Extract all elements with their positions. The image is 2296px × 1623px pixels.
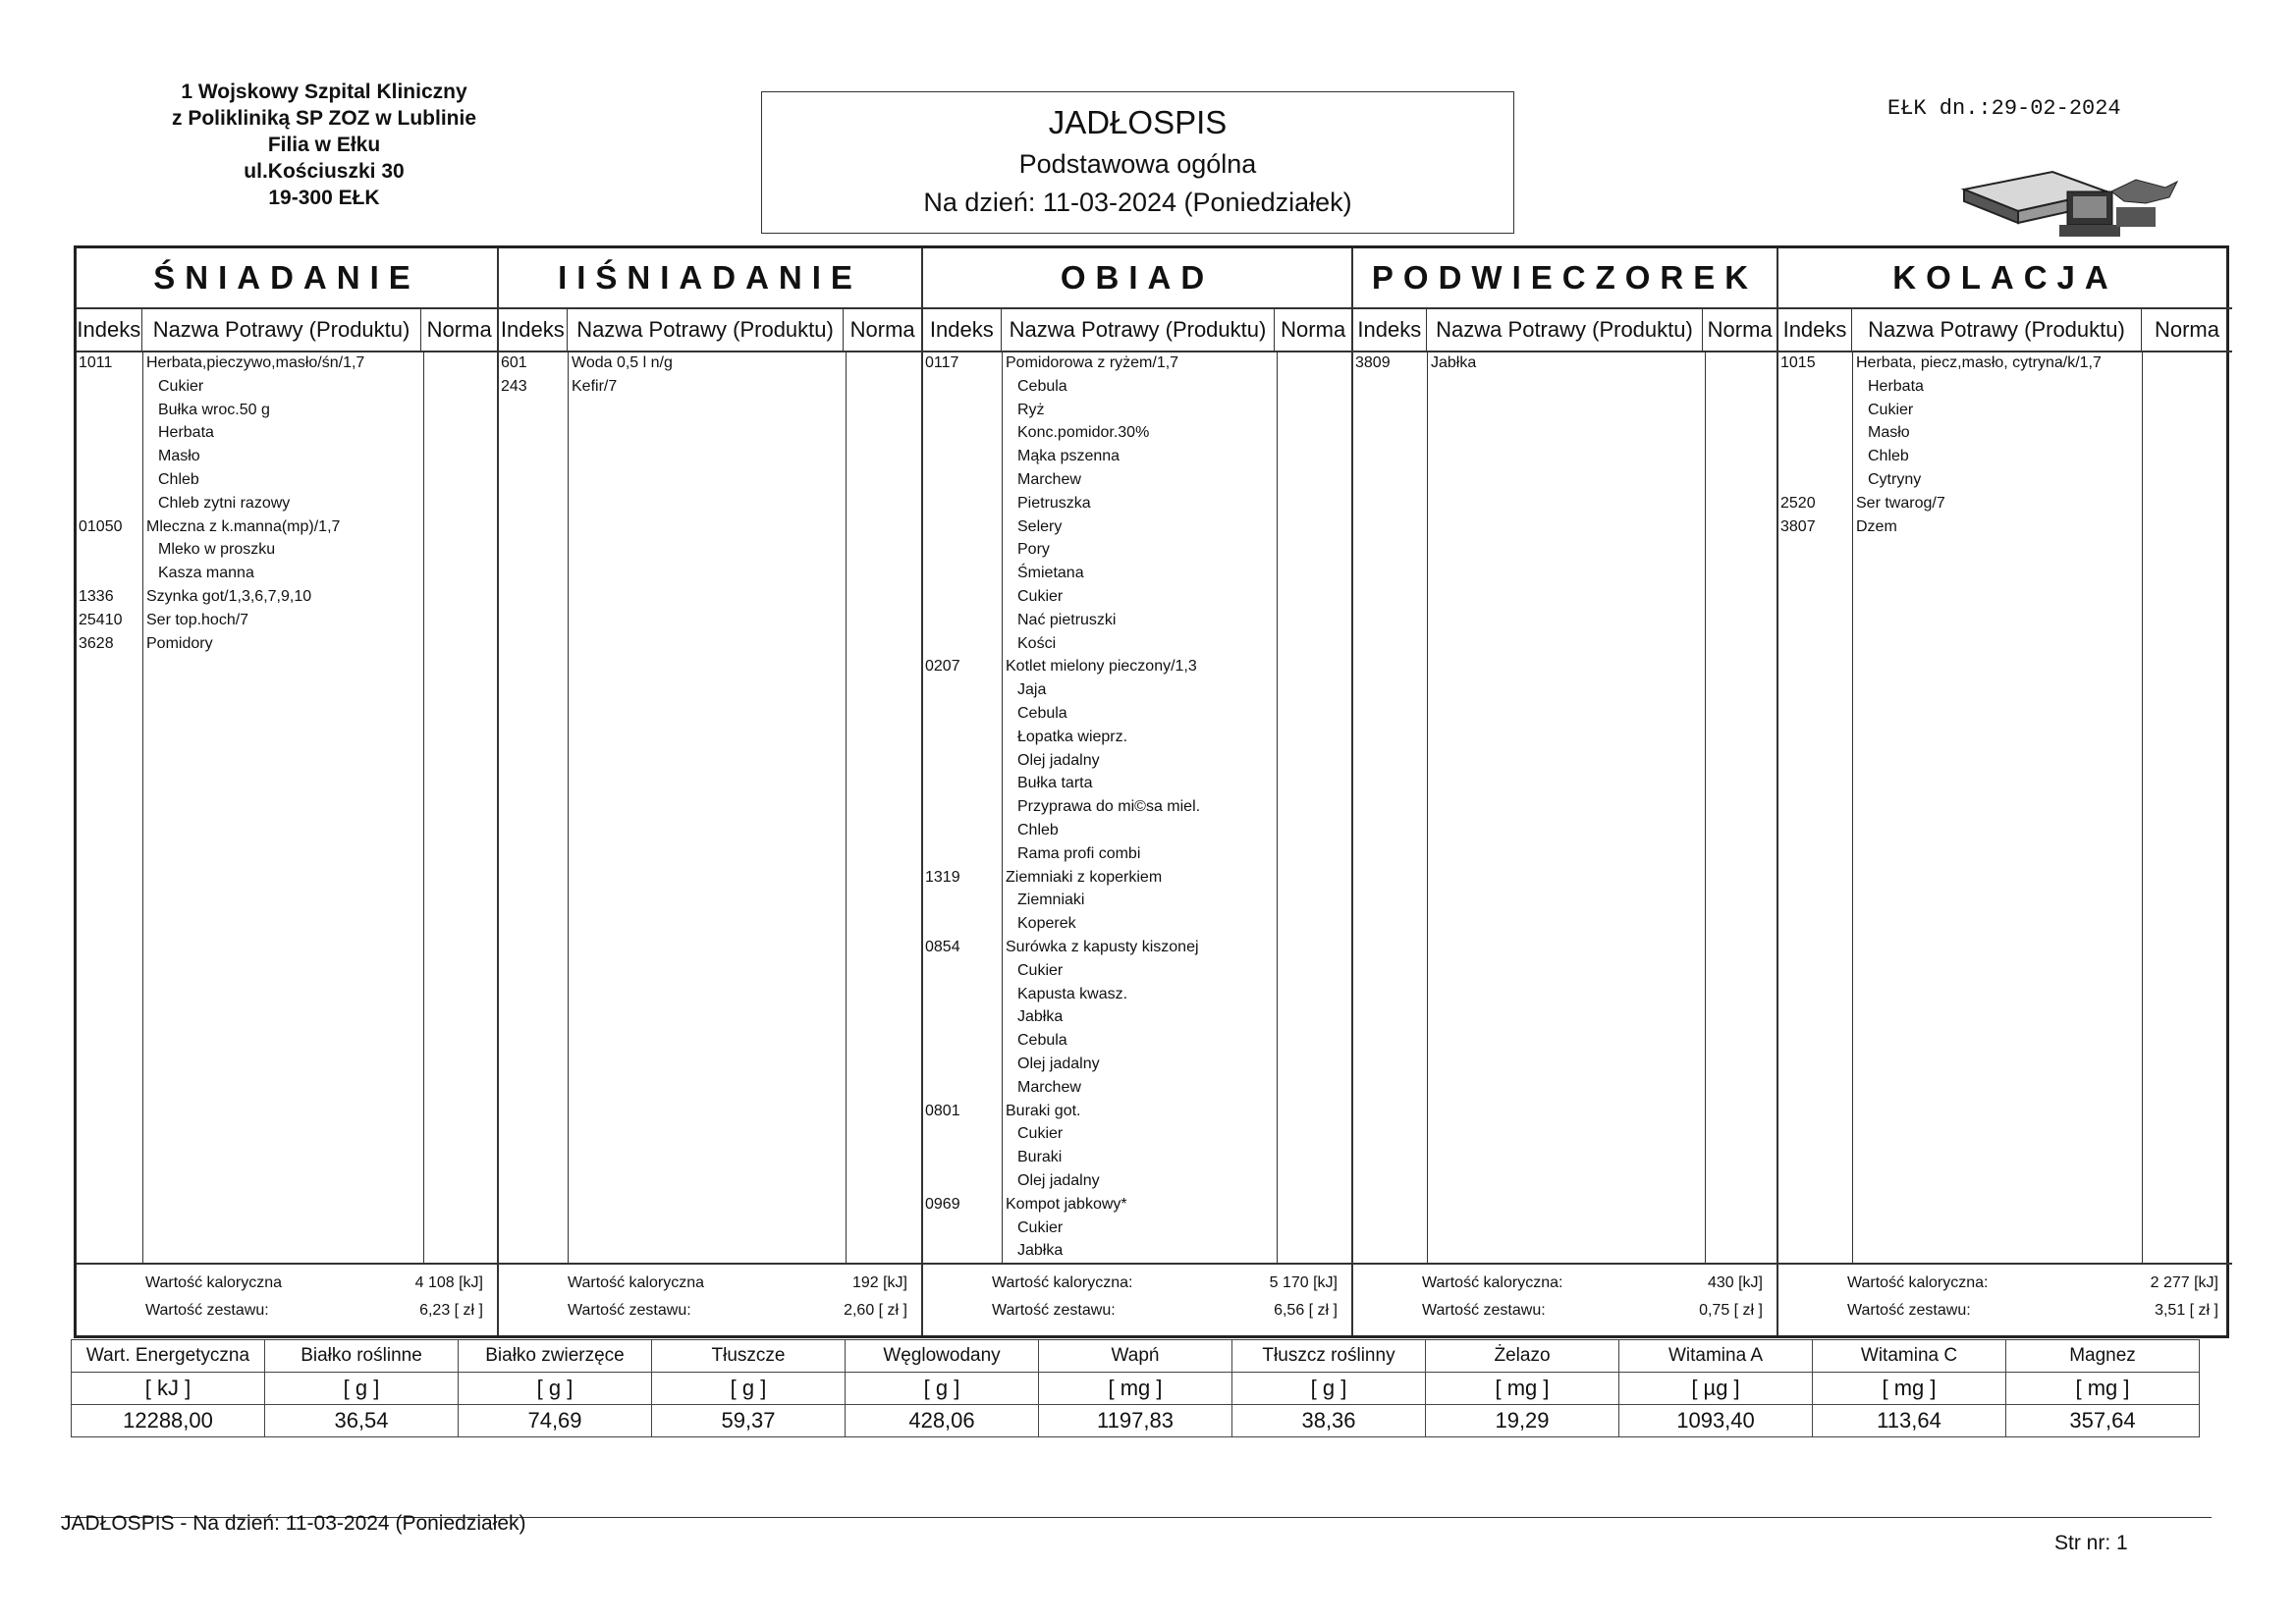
- item-index: 3628: [79, 634, 114, 652]
- ingredient-name: Olej jadalny: [1017, 1055, 1100, 1072]
- column-header-row: [499, 309, 921, 352]
- calorie-label: Wartość kaloryczna:: [1847, 1274, 1989, 1291]
- cost-label: Wartość zestawu:: [145, 1302, 269, 1319]
- calorie-label: Wartość kaloryczna:: [1422, 1274, 1563, 1291]
- cost-value: 6,56 [ zł ]: [1274, 1302, 1338, 1319]
- nutrient-name: Tłuszcze: [652, 1340, 846, 1373]
- hospital-address: [118, 79, 530, 211]
- item-index: 0854: [925, 939, 960, 955]
- item-index: 0207: [925, 658, 960, 676]
- dish-name: Jabłka: [1431, 354, 1477, 371]
- footer-text: JADŁOSPIS - Na dzień: 11-03-2024 (Poniedziałek): [61, 1512, 526, 1535]
- nutrient-value: 59,37: [652, 1405, 846, 1437]
- column-divider: [142, 351, 143, 1265]
- ingredient-name: Przyprawa do mi©sa miel.: [1017, 798, 1201, 816]
- ingredient-name: Cebula: [1017, 377, 1067, 395]
- item-index: 0117: [925, 354, 959, 371]
- item-index: 25410: [79, 611, 123, 628]
- nutrient-value: 74,69: [459, 1405, 652, 1437]
- meal-summary: [923, 1263, 1351, 1335]
- meal-items: [77, 351, 497, 1265]
- dish-name: Kotlet mielony pieczony/1,3: [1006, 658, 1197, 676]
- calorie-label: Wartość kaloryczna:: [992, 1274, 1133, 1291]
- nutrient-value: 36,54: [265, 1405, 459, 1437]
- column-header-row: [923, 309, 1351, 352]
- item-index: 2520: [1780, 494, 1816, 512]
- dish-name: Kefir/7: [572, 377, 618, 395]
- calorie-label: Wartość kaloryczna: [145, 1274, 282, 1291]
- nutrient-value: 428,06: [846, 1405, 1039, 1437]
- nutrient-name: Węglowodany: [846, 1340, 1039, 1373]
- ingredient-name: Herbata: [1868, 377, 1924, 395]
- nutrient-name: Wapń: [1039, 1340, 1232, 1373]
- ingredient-name: Pory: [1017, 541, 1050, 559]
- nutrient-name: Żelazo: [1426, 1340, 1619, 1373]
- ingredient-name: Jabłka: [1017, 1242, 1064, 1260]
- ingredient-name: Śmietana: [1017, 565, 1084, 582]
- ingredient-name: Buraki: [1017, 1149, 1063, 1166]
- column-header-name: Nazwa Potrawy (Produktu): [142, 309, 422, 351]
- nutrient-value: 357,64: [2006, 1405, 2200, 1437]
- menu-date: Na dzień: 11-03-2024 (Poniedziałek): [923, 188, 1352, 217]
- column-header-index: Indeks: [1778, 309, 1852, 351]
- nutrient-unit: [ g ]: [459, 1373, 652, 1405]
- cost-label: Wartość zestawu:: [992, 1302, 1116, 1319]
- ingredient-name: Cukier: [1017, 588, 1064, 605]
- ingredient-name: Mąka pszenna: [1017, 448, 1121, 465]
- calorie-value: 430 [kJ]: [1707, 1274, 1763, 1291]
- ingredient-name: Kasza manna: [158, 565, 254, 582]
- meal-summary: [1353, 1263, 1777, 1335]
- column-divider: [1427, 351, 1428, 1265]
- nutrient-value: 12288,00: [72, 1405, 265, 1437]
- column-divider: [423, 351, 424, 1265]
- calorie-value: 2 277 [kJ]: [2150, 1274, 2218, 1291]
- column-header-norm: Norma: [1707, 317, 1773, 342]
- nutrient-name: Witamina A: [1619, 1340, 1813, 1373]
- column-header-norm: Norma: [849, 317, 915, 342]
- dish-name: Pomidory: [146, 634, 213, 652]
- nutrient-value: 19,29: [1426, 1405, 1619, 1437]
- item-index: 243: [501, 377, 527, 395]
- column-header-name: Nazwa Potrawy (Produktu): [1427, 309, 1704, 351]
- ingredient-name: Olej jadalny: [1017, 1172, 1100, 1189]
- column-header-index: Indeks: [1353, 309, 1427, 351]
- calorie-value: 4 108 [kJ]: [414, 1274, 483, 1291]
- column-header-row: [1778, 309, 2232, 352]
- date-stamp: EŁK dn.:29-02-2024: [1887, 96, 2121, 121]
- dish-name: Herbata,pieczywo,masło/śn/1,7: [146, 354, 365, 371]
- calorie-value: 192 [kJ]: [851, 1274, 907, 1291]
- meal-summary: [77, 1263, 497, 1335]
- meal-summary: [499, 1263, 921, 1335]
- column-header-name: Nazwa Potrawy (Produktu): [1852, 309, 2142, 351]
- dish-name: Buraki got.: [1006, 1102, 1081, 1119]
- nutrient-unit: [ mg ]: [1039, 1373, 1232, 1405]
- meal-title: IIŚNIADANIE: [499, 248, 921, 309]
- ingredient-name: Kapusta kwasz.: [1017, 985, 1128, 1002]
- ingredient-name: Cukier: [1017, 961, 1064, 979]
- dish-name: Pomidorowa z ryżem/1,7: [1006, 354, 1179, 371]
- item-index: 601: [501, 354, 527, 371]
- ingredient-name: Ryż: [1017, 401, 1045, 418]
- column-header-name: Nazwa Potrawy (Produktu): [568, 309, 845, 351]
- column-divider: [2142, 351, 2143, 1265]
- column-divider: [1852, 351, 1853, 1265]
- meal-column: [1778, 248, 2232, 1335]
- ingredient-name: Herbata: [158, 424, 214, 442]
- ingredient-name: Chleb: [1017, 822, 1059, 839]
- book-computer-icon: [1959, 152, 2185, 245]
- ingredient-name: Cytryny: [1868, 471, 1922, 488]
- item-index: 1319: [925, 868, 960, 886]
- meal-items: [1353, 351, 1777, 1265]
- ingredient-name: Cukier: [1017, 1218, 1064, 1236]
- ingredient-name: Koperek: [1017, 915, 1076, 933]
- hospital-line: 1 Wojskowy Szpital Kliniczny: [181, 81, 467, 103]
- ingredient-name: Konc.pomidor.30%: [1017, 424, 1150, 442]
- hospital-line: Filia w Ełku: [267, 134, 381, 156]
- dish-name: Mleczna z k.manna(mp)/1,7: [146, 517, 341, 535]
- nutrient-unit: [ mg ]: [1813, 1373, 2006, 1405]
- ingredient-name: Nać pietruszki: [1017, 611, 1117, 628]
- ingredient-name: Marchew: [1017, 471, 1081, 488]
- nutrient-unit: [ g ]: [846, 1373, 1039, 1405]
- calorie-label: Wartość kaloryczna: [568, 1274, 704, 1291]
- meal-column: [1353, 248, 1778, 1335]
- ingredient-name: Mleko w proszku: [158, 541, 276, 559]
- item-index: 1015: [1780, 354, 1816, 371]
- meal-items: [499, 351, 921, 1265]
- column-divider: [1277, 351, 1278, 1265]
- column-header-index: Indeks: [499, 309, 568, 351]
- cost-label: Wartość zestawu:: [1422, 1302, 1546, 1319]
- meal-title: OBIAD: [923, 248, 1351, 309]
- dish-name: Kompot jabkowy*: [1006, 1195, 1127, 1213]
- nutrient-value: 1093,40: [1619, 1405, 1813, 1437]
- document-title: JADŁOSPIS: [1048, 104, 1228, 140]
- ingredient-name: Ziemniaki: [1017, 892, 1085, 909]
- dish-name: Herbata, piecz,masło, cytryna/k/1,7: [1856, 354, 2102, 371]
- dish-name: Dzem: [1856, 517, 1897, 535]
- cost-value: 2,60 [ zł ]: [844, 1302, 907, 1319]
- column-divider: [846, 351, 847, 1265]
- dish-name: Surówka z kapusty kiszonej: [1006, 939, 1199, 955]
- ingredient-name: Jaja: [1017, 681, 1047, 699]
- hospital-line: 19-300 EŁK: [268, 187, 380, 209]
- calorie-value: 5 170 [kJ]: [1269, 1274, 1338, 1291]
- cost-value: 3,51 [ zł ]: [2155, 1302, 2218, 1319]
- nutrient-unit: [ mg ]: [1426, 1373, 1619, 1405]
- dish-name: Szynka got/1,3,6,7,9,10: [146, 588, 312, 605]
- column-divider: [1705, 351, 1706, 1265]
- item-index: 0801: [925, 1102, 960, 1119]
- meal-items: [1778, 351, 2232, 1265]
- meal-summary: [1778, 1263, 2232, 1335]
- ingredient-name: Olej jadalny: [1017, 751, 1100, 769]
- nutrient-name: Witamina C: [1813, 1340, 2006, 1373]
- cost-value: 6,23 [ zł ]: [419, 1302, 483, 1319]
- diet-name: Podstawowa ogólna: [1018, 149, 1257, 179]
- column-header-name: Nazwa Potrawy (Produktu): [1002, 309, 1276, 351]
- ingredient-name: Chleb: [1868, 448, 1909, 465]
- ingredient-name: Cebula: [1017, 1032, 1067, 1050]
- ingredient-name: Bułka wroc.50 g: [158, 401, 270, 418]
- cost-label: Wartość zestawu:: [1847, 1302, 1971, 1319]
- item-index: 3807: [1780, 517, 1816, 535]
- column-header-index: Indeks: [77, 309, 142, 351]
- ingredient-name: Masło: [158, 448, 200, 465]
- nutrition-names-row: [72, 1340, 2200, 1373]
- ingredient-name: Chleb zytni razowy: [158, 494, 291, 512]
- nutrient-name: Tłuszcz roślinny: [1232, 1340, 1426, 1373]
- dish-name: Ser twarog/7: [1856, 494, 1945, 512]
- nutrient-name: Wart. Energetyczna: [72, 1340, 265, 1373]
- cost-label: Wartość zestawu:: [568, 1302, 691, 1319]
- meal-title: ŚNIADANIE: [77, 248, 497, 309]
- ingredient-name: Marchew: [1017, 1078, 1081, 1096]
- ingredient-name: Rama profi combi: [1017, 844, 1141, 862]
- meal-column: [923, 248, 1353, 1335]
- column-header-norm: Norma: [1281, 317, 1346, 342]
- menu-table: [74, 245, 2229, 1338]
- ingredient-name: Kości: [1017, 634, 1057, 652]
- column-header-norm: Norma: [426, 317, 492, 342]
- nutrition-units-row: [72, 1373, 2200, 1405]
- item-index: 1011: [79, 354, 113, 371]
- column-header-norm: Norma: [2154, 317, 2219, 342]
- nutrient-value: 38,36: [1232, 1405, 1426, 1437]
- nutrient-value: 1197,83: [1039, 1405, 1232, 1437]
- ingredient-name: Jabłka: [1017, 1008, 1064, 1026]
- dish-name: Ziemniaki z koperkiem: [1006, 868, 1163, 886]
- nutrient-unit: [ g ]: [652, 1373, 846, 1405]
- column-header-index: Indeks: [923, 309, 1002, 351]
- meal-column: [77, 248, 499, 1335]
- ingredient-name: Masło: [1868, 424, 1910, 442]
- meal-items: [923, 351, 1351, 1265]
- nutrient-value: 113,64: [1813, 1405, 2006, 1437]
- meal-column: [499, 248, 923, 1335]
- column-divider: [568, 351, 569, 1265]
- nutrient-name: Białko roślinne: [265, 1340, 459, 1373]
- hospital-line: ul.Kościuszki 30: [244, 160, 405, 183]
- item-index: 3809: [1355, 354, 1391, 371]
- item-index: 1336: [79, 588, 114, 605]
- title-box: [761, 91, 1514, 234]
- ingredient-name: Cukier: [158, 377, 204, 395]
- cost-value: 0,75 [ zł ]: [1699, 1302, 1763, 1319]
- nutrient-unit: [ mg ]: [2006, 1373, 2200, 1405]
- column-header-row: [77, 309, 497, 352]
- ingredient-name: Pietruszka: [1017, 494, 1091, 512]
- ingredient-name: Cebula: [1017, 705, 1067, 722]
- nutrient-unit: [ g ]: [265, 1373, 459, 1405]
- meal-title: KOLACJA: [1778, 248, 2232, 309]
- ingredient-name: Łopatka wieprz.: [1017, 728, 1128, 745]
- nutrient-unit: [ kJ ]: [72, 1373, 265, 1405]
- hospital-line: z Polikliniką SP ZOZ w Lublinie: [172, 107, 476, 130]
- nutrient-unit: [ µg ]: [1619, 1373, 1813, 1405]
- ingredient-name: Cukier: [1868, 401, 1914, 418]
- column-header-row: [1353, 309, 1777, 352]
- ingredient-name: Chleb: [158, 471, 199, 488]
- ingredient-name: Selery: [1017, 517, 1063, 535]
- nutrition-table: [71, 1339, 2200, 1437]
- ingredient-name: Bułka tarta: [1017, 775, 1093, 792]
- column-divider: [1002, 351, 1003, 1265]
- nutrient-unit: [ g ]: [1232, 1373, 1426, 1405]
- item-index: 0969: [925, 1195, 960, 1213]
- meal-title: PODWIECZOREK: [1353, 248, 1777, 309]
- item-index: 01050: [79, 517, 123, 535]
- nutrient-name: Białko zwierzęce: [459, 1340, 652, 1373]
- dish-name: Woda 0,5 l n/g: [572, 354, 673, 371]
- dish-name: Ser top.hoch/7: [146, 611, 249, 628]
- ingredient-name: Cukier: [1017, 1125, 1064, 1143]
- nutrient-name: Magnez: [2006, 1340, 2200, 1373]
- page-number: Str nr: 1: [2054, 1532, 2128, 1554]
- nutrition-values-row: [72, 1405, 2200, 1437]
